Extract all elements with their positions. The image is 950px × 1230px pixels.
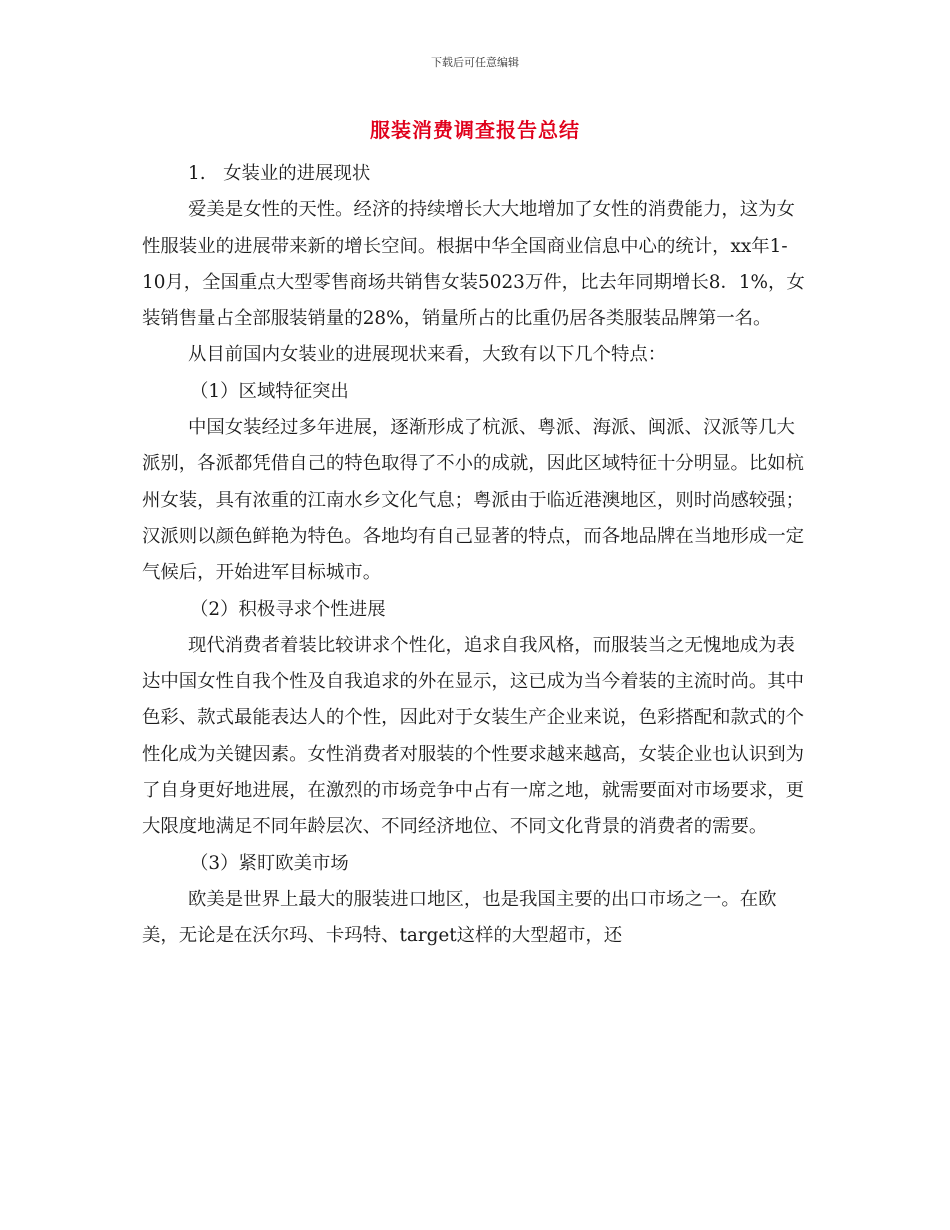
subheading: （1）区域特征突出	[190, 380, 349, 402]
paragraph: 欧美是世界上最大的服装进口地区，也是我国主要的出口市场之一。在欧美，无论是在沃尔玛、卡玛特、target这样的大型超市，还	[142, 888, 777, 947]
document-body	[142, 156, 810, 955]
document-title: 服装消费调查报告总结	[370, 118, 580, 142]
header-note: 下载后可任意编辑	[431, 56, 519, 69]
paragraph: 爱美是女性的天性。经济的持续增长大大地增加了女性的消费能力，这为女性服装业的进展带来新的增长空间。根据中华全国商业信息中心的统计，xx年1-10月，全国重点大型零售商场共销售女装5023万件，比去年同期增长8．1%，女装销售量占全部服装销量的28%，销量所占的比重仍居各类服装品牌第一名。	[142, 199, 805, 330]
paragraph: 中国女装经过多年进展，逐渐形成了杭派、粤派、海派、闽派、汉派等几大派别，各派都凭借自己的特色取得了不小的成就，因此区域特征十分明显。比如杭州女装，具有浓重的江南水乡文化气息；粤派由于临近港澳地区，则时尚感较强；汉派则以颜色鲜艳为特色。各地均有自己显著的特点，而各地品牌在当地形成一定气候后，开始进军目标城市。	[142, 417, 805, 584]
paragraph: 现代消费者着装比较讲求个性化，追求自我风格，而服装当之无愧地成为表达中国女性自我个性及自我追求的外在显示，这已成为当今着装的主流时尚。其中色彩、款式最能表达人的个性，因此对于女装生产企业来说，色彩搭配和款式的个性化成为关键因素。女性消费者对服装的个性要求越来越高，女装企业也认识到为了自身更好地进展，在激烈的市场竞争中占有一席之地，就需要面对市场要求，更大限度地满足不同年龄层次、不同经济地位、不同文化背景的消费者的需要。	[142, 634, 805, 838]
paragraph: 从目前国内女装业的进展现状来看，大致有以下几个特点：	[188, 344, 667, 366]
subheading: （2）积极寻求个性进展	[190, 598, 386, 620]
subheading: （3）紧盯欧美市场	[190, 852, 349, 874]
section-heading: 1. 女装业的进展现状	[188, 163, 371, 184]
